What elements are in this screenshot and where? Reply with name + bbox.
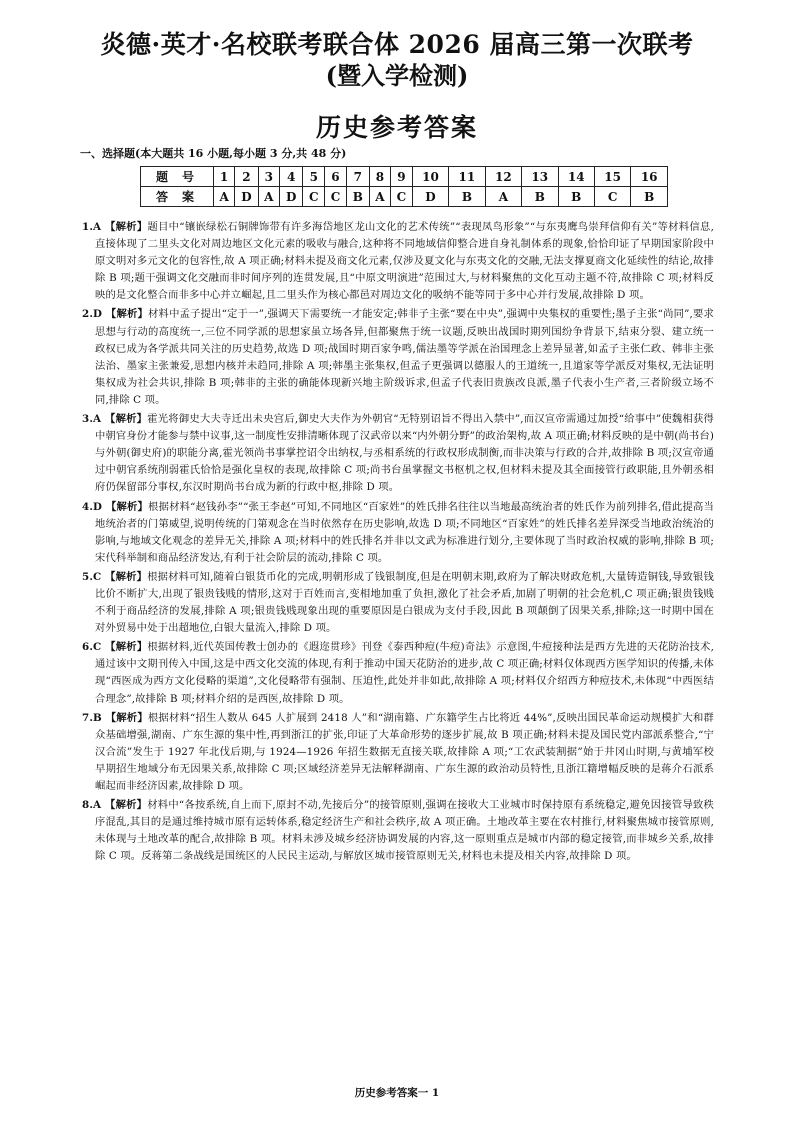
explanation-head: 2.D 【解析】: [82, 308, 149, 321]
row-label-answer: 答案: [141, 187, 214, 207]
answer-cell: A: [485, 187, 521, 207]
question-number-cell: 1: [214, 167, 235, 187]
question-number-cell: 8: [369, 167, 390, 187]
explanation-item: [82, 306, 714, 409]
explanation-head: 1.A 【解析】: [82, 221, 148, 233]
explanation-item: [82, 411, 714, 496]
question-number-cell: 9: [391, 167, 413, 187]
explanation-item: [82, 219, 714, 304]
answer-table: [140, 166, 668, 207]
answer-cell: D: [279, 187, 302, 207]
question-number-cell: 15: [594, 167, 630, 187]
answer-table-row-answers: [141, 187, 668, 207]
question-number-cell: 4: [279, 167, 302, 187]
explanation-text: 根据材料“招生人数从 645 人扩展到 2418 人”和“湖南籍、广东籍学生占比将近 44%”,反映出国民革命运动规模扩大和群众基础增强,湖南、广东生源的集中性,再到浙江的扩张,印证了大革命形势的逐步扩展,故 B 项正确;材料未提及国民党内部派系整合,“宁汉合流”发生于 1927 年北伐后期,与 1924—1926 年招生数据无直接关联,故排除 A 项;“工农武装割据”始于井冈山时期,与黄埔军校早期招生地域分布无因果关系,故排除 C 项;区域经济差异无法解释湖南、广东生源的政治动员特性,且浙江籍增幅反映的是蒋介石派系崛起而非经济因素,故排除 D 项。: [95, 711, 714, 792]
page-footer: 历史参考答案一 1: [354, 1087, 440, 1099]
explanation-head: 3.A 【解析】: [82, 413, 148, 426]
explanation-head: 8.A 【解析】: [82, 799, 148, 812]
answer-cell: C: [303, 187, 325, 207]
answer-cell: B: [558, 187, 594, 207]
answer-cell: B: [522, 187, 558, 207]
explanation-item: [82, 710, 714, 795]
answer-cell: B: [449, 187, 485, 207]
row-label-number: 题号: [141, 167, 214, 187]
explanation-item: [82, 569, 714, 637]
exam-title: 炎德·英才·名校联考联合体 2026 届高三第一次联考: [100, 30, 694, 59]
answer-cell: A: [214, 187, 235, 207]
explanation-text: 材料中“各按系统,自上而下,原封不动,先接后分”的接管原则,强调在接收大工业城市时保持原有系统稳定,避免因接管导致秩序混乱,其目的是通过维持城市原有运转体系,稳定经济生产和社会秩序,故 A 项正确。土地改革主要在农村推行,材料聚焦城市接管原则,未体现与土地改革的配合,故排除 B 项。材料未涉及城乡经济协调发展的内容,这一原则重点是城市内部的稳定接管,而非城乡关系,故排除 C 项。反蒋第二条战线是国统区的人民民主运动,与解放区城市接管原则无关,材料也未提及相关内容,故排除 D 项。: [95, 799, 715, 863]
answer-cell: A: [258, 187, 279, 207]
question-number-cell: 11: [449, 167, 485, 187]
explanation-text: 材料中孟子提出“定于一”,强调天下需要统一才能安定;韩非子主张“要在中央”,强调中央集权的重要性;墨子主张“尚同”,要求思想与行动的高度统一,三位不同学派的思想家虽立场各异,但都聚焦于统一议题,反映出战国时期列国纷争背景下,结束分裂、建立统一政权已成为各学派共同关注的历史趋势,故选 D 项;战国时期百家争鸣,儒法墨等学派在治国理念上差异显著,如孟子主张仁政、韩非主张法治、墨家主张兼爱,思想内核并未趋同,排除 A 项;韩墨主张集权,但孟子更强调以德服人的王道统一,且道家等学派反对集权,无法证明集权成为社会共识,排除 B 项;韩非的主张的确能体现新兴地主阶级诉求,但孟子代表旧贵族改良派,墨子代表小生产者,三者阶级立场不同,排除 C 项。: [95, 308, 715, 406]
exam-subtitle: (暨入学检测): [325, 61, 469, 90]
question-number-cell: 7: [346, 167, 369, 187]
document-title: 历史参考答案: [315, 113, 478, 142]
explanation-text: 根据材料可知,随着白银货币化的完成,明朝形成了钱银制度,但是在明朝末期,政府为了解决财政危机,大量铸造铜钱,导致银钱比价不断扩大,出现了银贵钱贱的情形,这对于百姓而言,变相地加重了负担,激化了社会矛盾,加剧了明朝的社会危机,C 项正确;银贵钱贱不利于商品经济的发展,排除 A 项;银贵钱贱现象出现的重要原因是白银成为支付手段,因此 B 项颠倒了因果关系,排除;这一时期中国在对外贸易中处于出超地位,白银大量流入,排除 D 项。: [95, 570, 714, 635]
explanation-text: 根据材料“赵钱孙李”“张王李赵”可知,不同地区“百家姓”的姓氏排名往往以当地最高统治者的姓氏作为前列排名,借此提高当地统治者的门第威望,说明传统的门第观念在当时依然存在历史影响,故选 D 项;不同地区“百家姓”的姓氏排名差异深受当地政治统治的影响,与地域文化观念的差异无关,排除 A 项;材料中的姓氏排名并非以文武为标准进行划分,主要体现了当时政治权威的影响,排除 B 项;宋代科举制和商品经济发达,有利于社会阶层的流动,排除 C 项。: [95, 500, 715, 564]
question-number-cell: 12: [485, 167, 521, 187]
question-number-cell: 10: [412, 167, 448, 187]
question-number-cell: 5: [303, 167, 325, 187]
answer-cell: A: [369, 187, 390, 207]
question-number-cell: 3: [258, 167, 279, 187]
answer-cell: C: [391, 187, 413, 207]
answer-cell: B: [631, 187, 668, 207]
answer-cell: B: [346, 187, 369, 207]
explanation-text: 霍光将御史大夫寺迁出未央宫后,御史大夫作为外朝官“无特别诏旨不得出入禁中”,而汉宣帝需通过加授“给事中”使魏相获得中朝官身份才能参与禁中议事,这一制度性安排清晰体现了汉武帝以来“内外朝分野”的政治架构,故 A 项正确;材料反映的是中朝(尚书台)与外朝(御史府)的职能分离,霍光领尚书事掌控诏令出纳权,与丞相系统的行政权形成制衡,而非决策与行政的合并,故排除 B 项;汉宣帝通过中朝官系统削弱霍氏恰恰是强化皇权的表现,故排除 C 项;尚书台虽掌握文书枢机之权,但材料未提及其全面接管行政职能,且外朝丞相府仍保留部分事权,东汉时期尚书台成为新的行政中枢,排除 D 项。: [95, 413, 714, 494]
explanation-item: [82, 797, 714, 865]
question-number-cell: 6: [325, 167, 347, 187]
explanation-text: 根据材料,近代英国传教士创办的《遐迩贯珍》刊登《泰西种痘(牛痘)奇法》示意图,牛痘接种法是西方先进的天花防治技术,通过该中文期刊传入中国,这是中西文化交流的体现,有利于推动中国天花防治的进步,故 C 项正确;材料仅体现西方医学知识的传播,未体现“西医成为西方文化侵略的渠道”,文化侵略带有强制、压迫性,此处并非如此,故排除 A 项;材料仅介绍西方种痘技术,未体现“中西医结合理念”,故排除 B 项;材料介绍的是西医,故排除 D 项。: [95, 641, 715, 705]
question-number-cell: 2: [235, 167, 258, 187]
answer-cell: D: [412, 187, 448, 207]
section-heading: 一、选择题(本大题共 16 小题,每小题 3 分,共 48 分): [80, 147, 347, 160]
explanation-item: [82, 499, 714, 567]
question-number-cell: 14: [558, 167, 594, 187]
question-number-cell: 16: [631, 167, 668, 187]
question-number-cell: 13: [522, 167, 558, 187]
explanation-head: 7.B 【解析】: [82, 711, 148, 724]
explanation-head: 5.C 【解析】: [82, 570, 148, 583]
answer-cell: C: [325, 187, 347, 207]
answer-cell: D: [235, 187, 258, 207]
explanation-head: 6.C 【解析】: [82, 641, 148, 654]
explanation-text: 题目中“镶嵌绿松石铜牌饰带有许多海岱地区龙山文化的艺术传统”“表现凤鸟形象”“与东夷鹰鸟崇拜信仰有关”等材料信息,直接体现了二里头文化对周边地区文化元素的吸收与融合,这种将不同地域信仰整合进自身礼制体系的现象,恰恰印证了早期国家阶段中原文明对多元文化的包容性,故 A 项正确;材料未提及商文化元素,仅涉及夏文化与东夷文化的交融,无法支撑夏商文化延续性的结论,故排除 B 项;题干强调文化交融而非时间序列的连贯发展,且“中原文明演进”范围过大,与材料聚焦的文化互动主题不符,故排除 C 项;材料反映的是文化整合而非多中心并立崛起,且二里头作为核心都邑对周边文化的吸纳不能等同于多中心并行发展,故排除 D 项。: [95, 221, 714, 302]
explanation-head: 4.D 【解析】: [82, 500, 149, 513]
answer-table-row-numbers: [141, 167, 668, 187]
answer-cell: C: [594, 187, 630, 207]
explanations: [82, 219, 714, 867]
explanation-item: [82, 639, 714, 707]
